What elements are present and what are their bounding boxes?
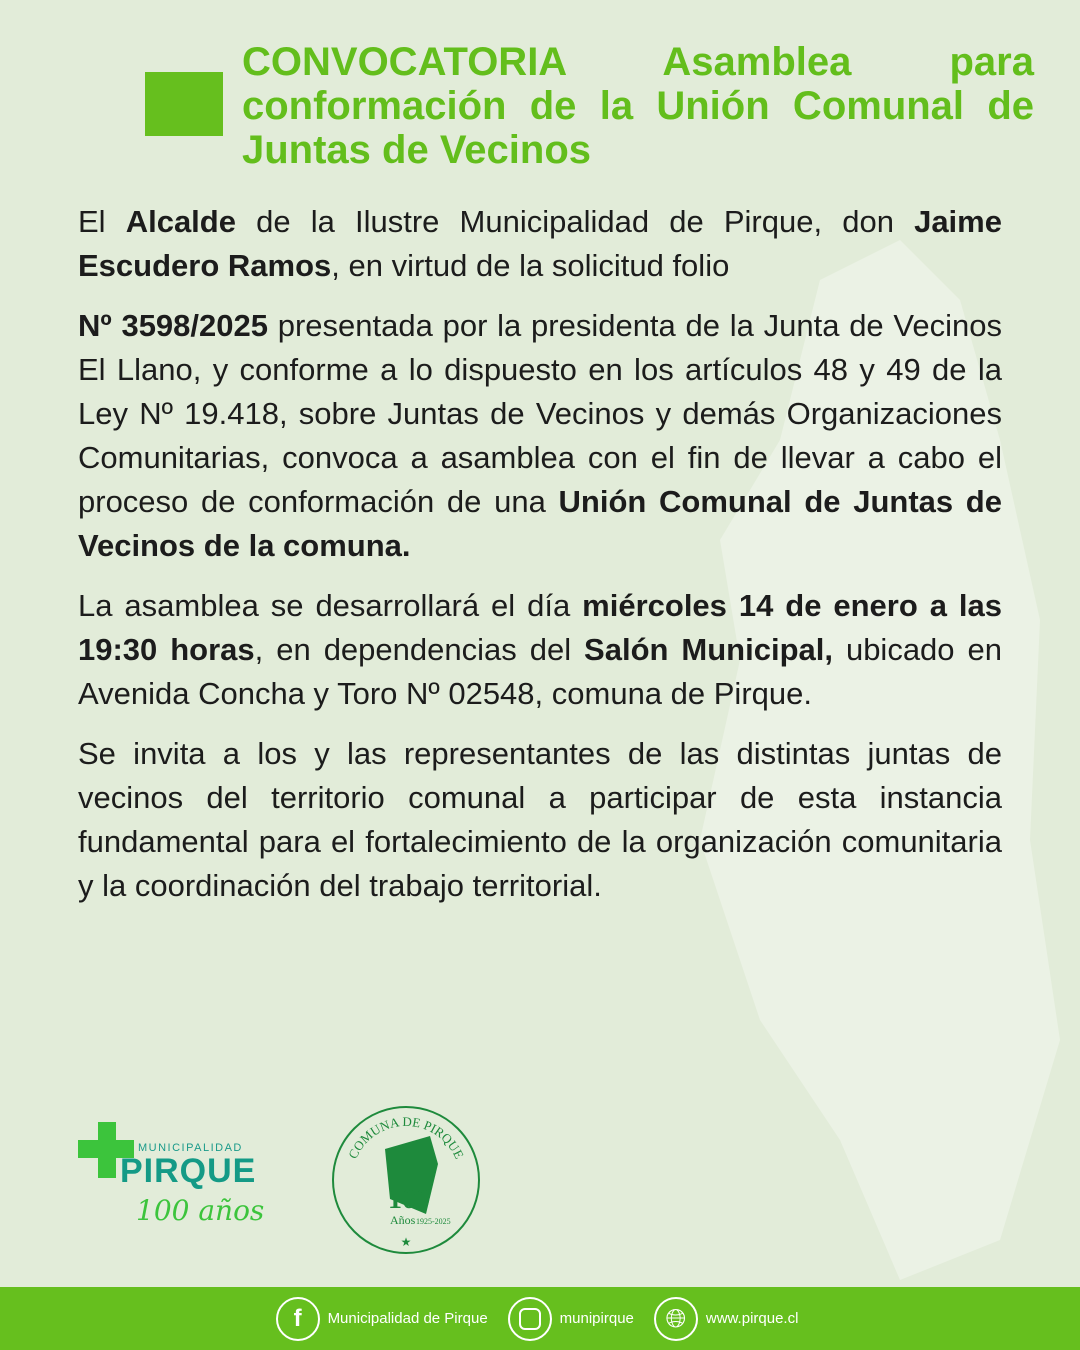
logo-top-text: MUNICIPALIDAD xyxy=(138,1142,243,1154)
website-label: www.pirque.cl xyxy=(705,1310,799,1327)
municipalidad-logo xyxy=(76,1118,286,1248)
logo-name: PIRQUE xyxy=(120,1152,257,1190)
paragraph-date: La asamblea se desarrollará el día miércoles 14 de enero a las 19:30 horas, en dependencias del Salón Municipal, ubicado en Avenida Concha y Toro Nº 02548, comuna de Pirque. xyxy=(78,588,1002,711)
svg-text:1925-2025: 1925-2025 xyxy=(416,1217,451,1226)
facebook-label: Municipalidad de Pirque xyxy=(327,1310,488,1327)
centenary-seal xyxy=(330,1104,482,1256)
svg-text:★: ★ xyxy=(400,1235,412,1249)
announcement-body xyxy=(78,200,1002,924)
paragraph-request: Nº 3598/2025 presentada por la presidenta de la Junta de Vecinos El Llano, y conforme a lo dispuesto en los artículos 48 y 49 de la Ley Nº 19.418, sobre Juntas de Vecinos y demás Organizaciones Comunitarias, convoca a asamblea con el fin de llevar a cabo el proceso de conformación de una Unión Comunal de Juntas de Vecinos de la comuna. xyxy=(78,308,1002,563)
svg-text:COMUNA DE PIRQUE: COMUNA DE PIRQUE xyxy=(345,1113,467,1162)
page-title: CONVOCATORIA Asamblea para conformación de la Unión Comunal de Juntas de Vecinos xyxy=(242,40,1034,172)
paragraph-invitation: Se invita a los y las representantes de las distintas juntas de vecinos del territorio comunal a participar de esta instancia fundamental para el fortalecimiento de la organización comunitaria y la coordinación del trabajo territorial. xyxy=(78,736,1002,903)
svg-text:Años: Años xyxy=(390,1213,416,1227)
globe-icon: 🌐︎ xyxy=(654,1297,698,1341)
instagram-link[interactable] xyxy=(508,1297,634,1341)
instagram-icon xyxy=(508,1297,552,1341)
facebook-icon: f xyxy=(276,1297,320,1341)
facebook-link[interactable] xyxy=(276,1297,488,1341)
logo-tagline: 100 años xyxy=(136,1194,265,1227)
svg-text:100: 100 xyxy=(388,1184,430,1215)
footer-bar xyxy=(0,1287,1080,1350)
title-accent-square xyxy=(145,72,223,136)
paragraph-intro: El Alcalde de la Ilustre Municipalidad de Pirque, don Jaime Escudero Ramos, en virtud de la solicitud folio xyxy=(78,204,1002,283)
instagram-label: munipirque xyxy=(559,1310,634,1327)
website-link[interactable] xyxy=(654,1297,799,1341)
